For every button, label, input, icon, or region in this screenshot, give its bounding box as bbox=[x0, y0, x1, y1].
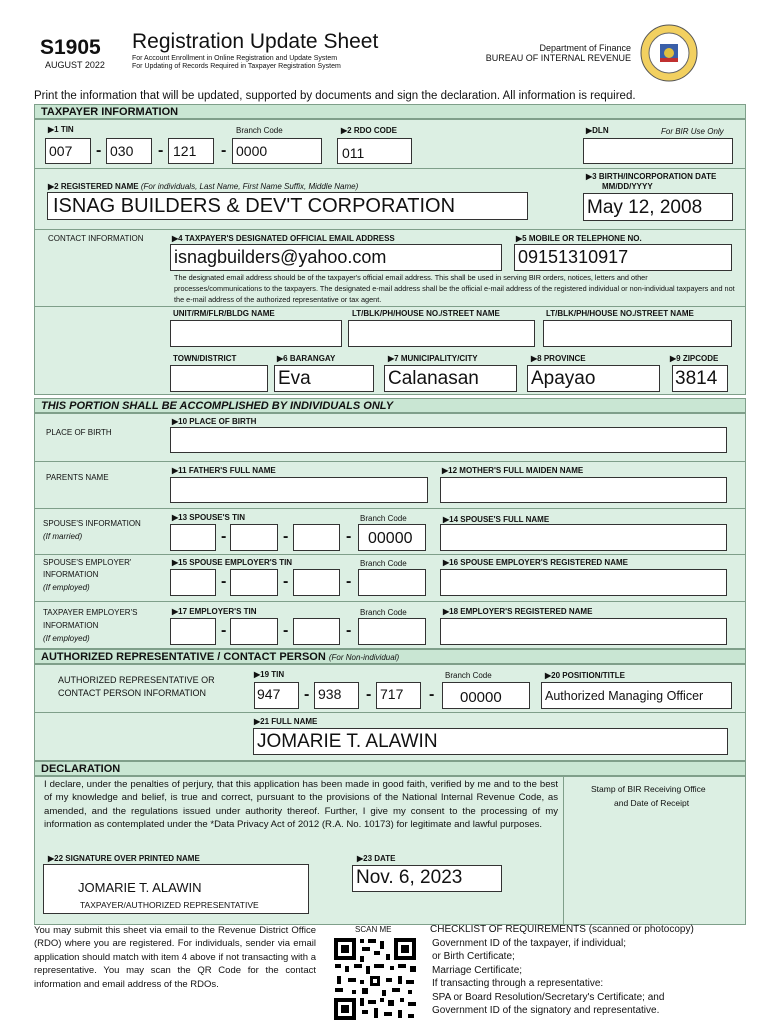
employer-name-field[interactable] bbox=[440, 618, 727, 645]
birth-date-label: ▶3 BIRTH/INCORPORATION DATE bbox=[586, 172, 717, 181]
town-field[interactable] bbox=[170, 365, 268, 392]
branch-code-value: 0000 bbox=[236, 143, 268, 159]
spouse-employer-tin-label: ▶15 SPOUSE EMPLOYER'S TIN bbox=[172, 558, 293, 567]
municipality-label: ▶7 MUNICIPALITY/CITY bbox=[388, 354, 478, 363]
street-1-field[interactable] bbox=[348, 320, 535, 347]
signature-name-value: JOMARIE T. ALAWIN bbox=[78, 880, 202, 895]
parents-side: PARENTS NAME bbox=[46, 473, 109, 482]
submission-note: You may submit this sheet via email to the Revenue District Office (RDO) where you are registered. For individuals, sender via email application should match with item 4 above if not transacting with a representative. You may scan the QR Code for the contact information and email address of the RDOs. bbox=[34, 925, 316, 990]
unit-field[interactable] bbox=[170, 320, 342, 347]
spouse-employer-side-2: INFORMATION bbox=[43, 570, 99, 579]
department: Department of Finance bbox=[539, 43, 631, 53]
position-label: ▶20 POSITION/TITLE bbox=[545, 671, 625, 680]
employer-tin-3-field[interactable] bbox=[293, 618, 340, 645]
position-value: Authorized Managing Officer bbox=[545, 689, 704, 703]
registered-name-value: ISNAG BUILDERS & DEV'T CORPORATION bbox=[53, 195, 456, 217]
authrep-tin-3-value: 717 bbox=[380, 686, 404, 702]
mother-name-field[interactable] bbox=[440, 477, 727, 503]
page-title: Registration Update Sheet bbox=[132, 30, 379, 53]
dln-label: ▶DLN bbox=[586, 126, 609, 135]
spouse-note: (If married) bbox=[43, 532, 83, 541]
unit-label: UNIT/RM/FLR/BLDG NAME bbox=[173, 309, 275, 318]
instruction: Print the information that will be updated, supported by documents and sign the declaration. All information is required. bbox=[34, 90, 636, 102]
town-label: TOWN/DISTRICT bbox=[173, 354, 237, 363]
contact-info-label: CONTACT INFORMATION bbox=[48, 234, 144, 243]
mobile-value: 09151310917 bbox=[518, 247, 629, 267]
employer-side-2: INFORMATION bbox=[43, 621, 99, 630]
spouse-employer-name-label: ▶16 SPOUSE EMPLOYER'S REGISTERED NAME bbox=[443, 558, 628, 567]
checklist-item: Marriage Certificate; bbox=[432, 964, 523, 976]
email-note: The designated email address should be of the taxpayer's official email address. This shall be used in serving BIR orders, notices, letters and other processes/communications to the taxpayers. The designated e-mail address shall be the official e-mail address of the registered individual or non-individual taxpayers and not the e-mail address of the authorized representative or tax agent. bbox=[174, 273, 735, 304]
stamp-label-2: and Date of Receipt bbox=[614, 798, 690, 808]
zipcode-value: 3814 bbox=[675, 368, 718, 389]
zipcode-label: ▶9 ZIPCODE bbox=[670, 354, 719, 363]
spouse-employer-branch-field[interactable] bbox=[358, 569, 426, 596]
street-1-label: LT/BLK/PH/HOUSE NO./STREET NAME bbox=[352, 309, 500, 318]
street-2-label: LT/BLK/PH/HOUSE NO./STREET NAME bbox=[546, 309, 694, 318]
checklist-item: Government ID of the signatory and representative. bbox=[432, 1005, 660, 1017]
spouse-employer-tin-1-field[interactable] bbox=[170, 569, 216, 596]
taxpayer-section-header: TAXPAYER INFORMATION bbox=[34, 104, 746, 119]
checklist-item: SPA or Board Resolution/Secretary's Certificate; and bbox=[432, 991, 665, 1003]
birth-date-value: May 12, 2008 bbox=[587, 197, 703, 218]
employer-tin-label: ▶17 EMPLOYER'S TIN bbox=[172, 607, 257, 616]
spouse-employer-branch-label: Branch Code bbox=[360, 559, 407, 568]
registered-name-label: ▶2 REGISTERED NAME (For individuals, Last Name, First Name Suffix, Middle Name) bbox=[48, 182, 359, 191]
signature-label: ▶22 SIGNATURE OVER PRINTED NAME bbox=[48, 854, 200, 863]
scan-me-label: SCAN ME bbox=[355, 925, 392, 934]
spouse-employer-side-1: SPOUSE'S EMPLOYER' bbox=[43, 558, 132, 567]
stamp-label-1: Stamp of BIR Receiving Office bbox=[591, 784, 706, 794]
spouse-employer-note: (If employed) bbox=[43, 583, 90, 592]
tin-label: ▶1 TIN bbox=[48, 125, 74, 134]
authrep-branch-value: 00000 bbox=[460, 689, 502, 706]
declaration-section-header: DECLARATION bbox=[34, 761, 746, 776]
bir-seal-logo bbox=[640, 24, 698, 82]
employer-tin-1-field[interactable] bbox=[170, 618, 216, 645]
mother-name-label: ▶12 MOTHER'S FULL MAIDEN NAME bbox=[442, 466, 584, 475]
authrep-tin-1-value: 947 bbox=[257, 686, 281, 702]
rdo-qr-code[interactable] bbox=[332, 936, 418, 1022]
street-2-field[interactable] bbox=[543, 320, 732, 347]
authrep-side-1: AUTHORIZED REPRESENTATIVE OR bbox=[58, 675, 215, 685]
authrep-section-header: AUTHORIZED REPRESENTATIVE / CONTACT PERSON (For Non-individual) bbox=[34, 649, 746, 664]
authrep-tin-2-value: 938 bbox=[318, 686, 342, 702]
signature-caption: TAXPAYER/AUTHORIZED REPRESENTATIVE bbox=[80, 900, 259, 910]
barangay-label: ▶6 BARANGAY bbox=[277, 354, 336, 363]
employer-note: (If employed) bbox=[43, 634, 90, 643]
tin-part-3-value: 121 bbox=[173, 143, 197, 159]
checklist-item: or Birth Certificate; bbox=[432, 951, 515, 963]
father-name-label: ▶11 FATHER'S FULL NAME bbox=[172, 466, 276, 475]
spouse-tin-1-field[interactable] bbox=[170, 524, 216, 551]
checklist-title: CHECKLIST OF REQUIREMENTS (scanned or photocopy) bbox=[430, 924, 694, 935]
date-label: ▶23 DATE bbox=[357, 854, 396, 863]
employer-name-label: ▶18 EMPLOYER'S REGISTERED NAME bbox=[443, 607, 593, 616]
form-number: S1905 bbox=[40, 36, 101, 59]
checklist bbox=[432, 937, 664, 1017]
father-name-field[interactable] bbox=[170, 477, 428, 503]
employer-branch-field[interactable] bbox=[358, 618, 426, 645]
spouse-tin-2-field[interactable] bbox=[230, 524, 278, 551]
spouse-employer-tin-3-field[interactable] bbox=[293, 569, 340, 596]
employer-branch-label: Branch Code bbox=[360, 608, 407, 617]
email-value: isnagbuilders@yahoo.com bbox=[174, 247, 387, 267]
province-value: Apayao bbox=[531, 368, 596, 389]
rdo-code-label: ▶2 RDO CODE bbox=[341, 126, 397, 135]
spouse-branch-value: 00000 bbox=[368, 530, 413, 547]
spouse-employer-name-field[interactable] bbox=[440, 569, 727, 596]
subtitle-2: For Updating of Records Required in Taxpayer Registration System bbox=[132, 63, 341, 70]
spouse-name-field[interactable] bbox=[440, 524, 727, 551]
dln-field[interactable] bbox=[583, 138, 733, 164]
spouse-branch-label: Branch Code bbox=[360, 514, 407, 523]
tin-part-2-value: 030 bbox=[110, 143, 134, 159]
full-name-label: ▶21 FULL NAME bbox=[254, 717, 318, 726]
authrep-branch-label: Branch Code bbox=[445, 671, 492, 680]
spouse-side: SPOUSE'S INFORMATION bbox=[43, 519, 141, 528]
mobile-label: ▶5 MOBILE OR TELEPHONE NO. bbox=[516, 234, 642, 243]
rdo-code-value: 011 bbox=[342, 145, 365, 161]
employer-side-1: TAXPAYER EMPLOYER'S bbox=[43, 608, 138, 617]
place-of-birth-field[interactable] bbox=[170, 427, 727, 453]
subtitle-1: For Account Enrollment in Online Registration and Update System bbox=[132, 55, 338, 62]
checklist-item: Government ID of the taxpayer, if individual; bbox=[432, 938, 626, 949]
spouse-name-label: ▶14 SPOUSE'S FULL NAME bbox=[443, 515, 550, 524]
bureau: BUREAU OF INTERNAL REVENUE bbox=[485, 53, 631, 63]
province-label: ▶8 PROVINCE bbox=[531, 354, 586, 363]
spouse-tin-3-field[interactable] bbox=[293, 524, 340, 551]
email-label: ▶4 TAXPAYER'S DESIGNATED OFFICIAL EMAIL ADDRESS bbox=[172, 234, 395, 243]
spouse-employer-tin-2-field[interactable] bbox=[230, 569, 278, 596]
checklist-item: If transacting through a representative: bbox=[432, 978, 604, 990]
place-of-birth-label: ▶10 PLACE OF BIRTH bbox=[172, 417, 257, 426]
barangay-value: Eva bbox=[278, 368, 311, 389]
place-of-birth-side: PLACE OF BIRTH bbox=[46, 428, 112, 437]
branch-code-label: Branch Code bbox=[236, 126, 283, 135]
authrep-side-2: CONTACT PERSON INFORMATION bbox=[58, 688, 207, 698]
spouse-tin-label: ▶13 SPOUSE'S TIN bbox=[172, 513, 245, 522]
authrep-tin-label: ▶19 TIN bbox=[254, 670, 285, 679]
individual-section-header: THIS PORTION SHALL BE ACCOMPLISHED BY INDIVIDUALS ONLY bbox=[34, 398, 746, 413]
birth-date-format: MM/DD/YYYY bbox=[602, 182, 653, 191]
form-date: AUGUST 2022 bbox=[45, 60, 105, 70]
date-value: Nov. 6, 2023 bbox=[356, 867, 463, 888]
full-name-value: JOMARIE T. ALAWIN bbox=[257, 731, 438, 752]
employer-tin-2-field[interactable] bbox=[230, 618, 278, 645]
municipality-value: Calanasan bbox=[388, 368, 479, 389]
tin-part-1-value: 007 bbox=[49, 143, 73, 159]
declaration-text: I declare, under the penalties of perjury, that this application has been made in good faith, verified by me and to the best of my knowledge and belief, is true and correct, pursuant to the provisions of the National Internal Revenue Code, as amended, and the regulations issued under authority thereof. Further, I give my consent to the processing of my information as contemplated under the *Data Privacy Act of 2012 (R.A. No. 10173) for legitimate and lawful purposes. bbox=[44, 779, 558, 831]
bir-use-note: For BIR Use Only bbox=[661, 127, 724, 136]
